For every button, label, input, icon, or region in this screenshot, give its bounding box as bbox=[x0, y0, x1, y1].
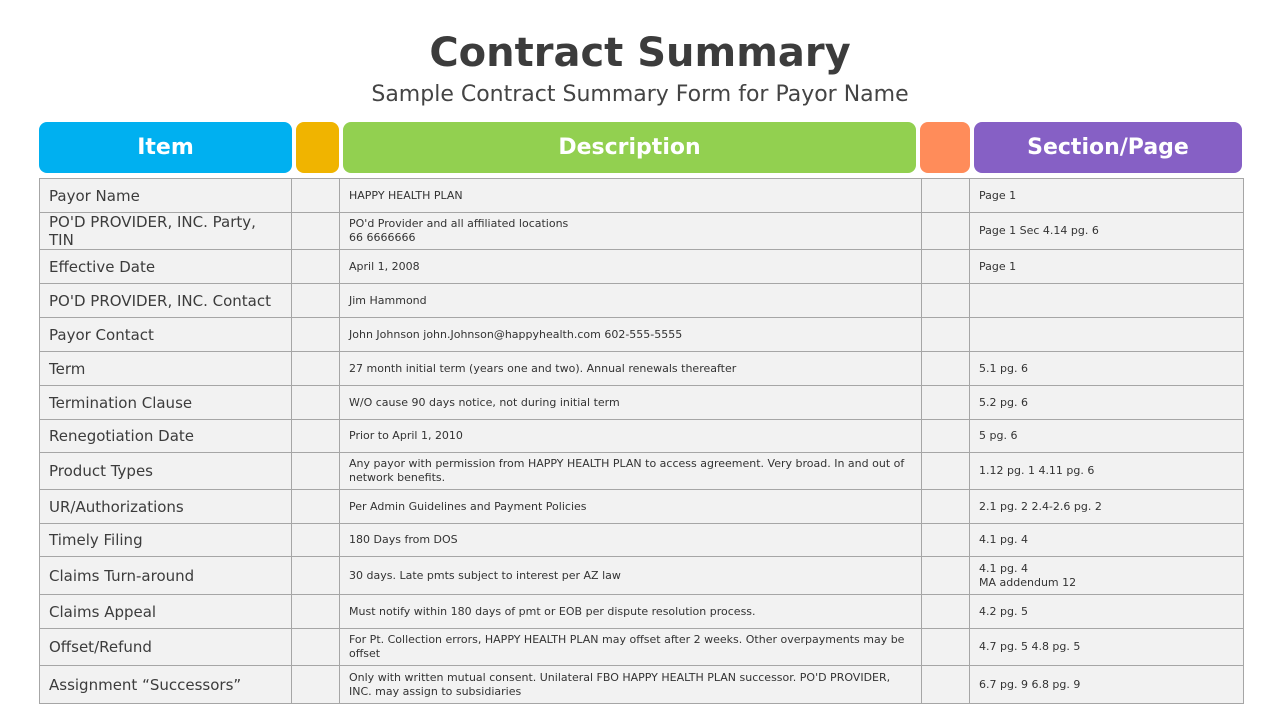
description-cell bbox=[340, 453, 922, 490]
table-row bbox=[40, 213, 1244, 250]
item-cell bbox=[40, 490, 292, 524]
spacer-cell bbox=[922, 179, 970, 213]
section-text: 5.1 pg. 6 bbox=[979, 361, 1028, 375]
description-text: Must notify within 180 days of pmt or EOB per dispute resolution process. bbox=[349, 604, 756, 618]
section-cell bbox=[970, 179, 1244, 213]
spacer-cell bbox=[292, 453, 340, 490]
table-row bbox=[40, 453, 1244, 490]
section-text: Page 1 bbox=[979, 188, 1017, 202]
item-label: Effective Date bbox=[49, 257, 156, 276]
spacer-cell bbox=[922, 352, 970, 386]
description-text: Jim Hammond bbox=[349, 293, 427, 307]
item-label: Term bbox=[49, 359, 86, 378]
description-text: HAPPY HEALTH PLAN bbox=[349, 188, 463, 202]
item-cell bbox=[40, 595, 292, 629]
table-row bbox=[40, 666, 1244, 704]
item-cell bbox=[40, 352, 292, 386]
table-row bbox=[40, 490, 1244, 524]
item-cell bbox=[40, 250, 292, 284]
description-text: John Johnson john.Johnson@happyhealth.com 602-555-5555 bbox=[349, 327, 683, 341]
description-cell bbox=[340, 557, 922, 595]
spacer-cell bbox=[922, 595, 970, 629]
spacer-cell bbox=[292, 352, 340, 386]
contract-table bbox=[39, 178, 1244, 704]
item-cell bbox=[40, 666, 292, 704]
description-cell bbox=[340, 250, 922, 284]
page-title: Contract Summary bbox=[429, 30, 851, 76]
description-cell bbox=[340, 284, 922, 318]
spacer-cell bbox=[292, 318, 340, 352]
spacer-cell bbox=[292, 179, 340, 213]
description-cell bbox=[340, 318, 922, 352]
spacer-cell bbox=[292, 490, 340, 524]
spacer-cell bbox=[922, 250, 970, 284]
spacer-cell bbox=[922, 420, 970, 453]
table-row bbox=[40, 557, 1244, 595]
section-text: 4.1 pg. 4 bbox=[979, 533, 1028, 546]
item-label: Timely Filing bbox=[49, 531, 143, 549]
section-text: 4.2 pg. 5 bbox=[979, 604, 1028, 618]
table-row bbox=[40, 250, 1244, 284]
header-spacer-orange bbox=[920, 122, 970, 173]
description-cell bbox=[340, 524, 922, 557]
section-text: 4.1 pg. 4 bbox=[979, 561, 1028, 575]
spacer-cell bbox=[922, 557, 970, 595]
spacer-cell bbox=[922, 490, 970, 524]
spacer-cell bbox=[292, 250, 340, 284]
section-text: 5.2 pg. 6 bbox=[979, 395, 1028, 409]
section-cell bbox=[970, 352, 1244, 386]
section-cell bbox=[970, 490, 1244, 524]
table-row bbox=[40, 524, 1244, 557]
spacer-cell bbox=[922, 318, 970, 352]
section-cell bbox=[970, 666, 1244, 704]
item-cell bbox=[40, 524, 292, 557]
header-description: Description bbox=[343, 122, 916, 173]
table-row bbox=[40, 284, 1244, 318]
section-text: 1.12 pg. 1 4.11 pg. 6 bbox=[979, 464, 1095, 477]
spacer-cell bbox=[922, 453, 970, 490]
section-text: 6.7 pg. 9 6.8 pg. 9 bbox=[979, 677, 1081, 691]
description-cell bbox=[340, 490, 922, 524]
item-label: Assignment “Successors” bbox=[49, 675, 242, 694]
section-cell bbox=[970, 318, 1244, 352]
description-cell bbox=[340, 386, 922, 420]
table-row bbox=[40, 386, 1244, 420]
section-text: 2.1 pg. 2 2.4-2.6 pg. 2 bbox=[979, 499, 1102, 513]
description-cell bbox=[340, 420, 922, 453]
section-cell bbox=[970, 524, 1244, 557]
section-cell bbox=[970, 420, 1244, 453]
item-cell bbox=[40, 213, 292, 250]
spacer-cell bbox=[922, 386, 970, 420]
description-text: 27 month initial term (years one and two). Annual renewals thereafter bbox=[349, 361, 737, 375]
description-text: W/O cause 90 days notice, not during initial term bbox=[349, 395, 620, 409]
description-cell bbox=[340, 629, 922, 666]
section-cell bbox=[970, 284, 1244, 318]
spacer-cell bbox=[292, 420, 340, 453]
spacer-cell bbox=[292, 557, 340, 595]
description-cell bbox=[340, 213, 922, 250]
description-text: PO'd Provider and all affiliated locations bbox=[349, 217, 569, 230]
description-text: Per Admin Guidelines and Payment Policies bbox=[349, 499, 587, 513]
item-cell bbox=[40, 453, 292, 490]
description-text: Any payor with permission from HAPPY HEALTH PLAN to access agreement. Very broad. In and out of network benefits. bbox=[349, 457, 905, 484]
table-row bbox=[40, 629, 1244, 666]
section-cell bbox=[970, 250, 1244, 284]
table-row bbox=[40, 318, 1244, 352]
description-text: 180 Days from DOS bbox=[349, 533, 458, 546]
description-text: April 1, 2008 bbox=[349, 259, 420, 273]
section-cell bbox=[970, 386, 1244, 420]
spacer-cell bbox=[292, 213, 340, 250]
item-label: Offset/Refund bbox=[49, 638, 152, 656]
spacer-cell bbox=[922, 666, 970, 704]
table-row bbox=[40, 352, 1244, 386]
spacer-cell bbox=[922, 524, 970, 557]
item-cell bbox=[40, 318, 292, 352]
description-cell bbox=[340, 352, 922, 386]
section-cell bbox=[970, 629, 1244, 666]
description-cell bbox=[340, 666, 922, 704]
page-subtitle: Sample Contract Summary Form for Payor Name bbox=[371, 82, 909, 107]
spacer-cell bbox=[292, 386, 340, 420]
item-label: Payor Name bbox=[49, 186, 140, 205]
description-text-line2: 66 6666666 bbox=[349, 231, 416, 244]
description-cell bbox=[340, 595, 922, 629]
header-spacer-yellow bbox=[296, 122, 339, 173]
item-cell bbox=[40, 386, 292, 420]
item-label: Renegotiation Date bbox=[49, 427, 195, 445]
spacer-cell bbox=[922, 629, 970, 666]
section-cell bbox=[970, 557, 1244, 595]
section-text: Page 1 bbox=[979, 259, 1017, 273]
spacer-cell bbox=[922, 284, 970, 318]
item-label: Claims Appeal bbox=[49, 602, 157, 621]
section-cell bbox=[970, 453, 1244, 490]
section-cell bbox=[970, 595, 1244, 629]
description-cell bbox=[340, 179, 922, 213]
item-label: PO'D PROVIDER, INC. Party, TIN bbox=[49, 213, 256, 249]
table-row bbox=[40, 595, 1244, 629]
spacer-cell bbox=[922, 213, 970, 250]
spacer-cell bbox=[292, 629, 340, 666]
header-section-page: Section/Page bbox=[974, 122, 1242, 173]
item-cell bbox=[40, 420, 292, 453]
item-cell bbox=[40, 179, 292, 213]
item-label: UR/Authorizations bbox=[49, 497, 184, 516]
table-row bbox=[40, 420, 1244, 453]
description-text: Only with written mutual consent. Unilateral FBO HAPPY HEALTH PLAN successor. PO'D PROVIDER, INC. may assign to subsidiaries bbox=[349, 670, 891, 698]
item-label: Termination Clause bbox=[49, 393, 193, 412]
section-text: 4.7 pg. 5 4.8 pg. 5 bbox=[979, 640, 1081, 653]
description-text: 30 days. Late pmts subject to interest per AZ law bbox=[349, 568, 621, 582]
item-cell bbox=[40, 284, 292, 318]
section-text: 5 pg. 6 bbox=[979, 429, 1018, 442]
description-text: For Pt. Collection errors, HAPPY HEALTH PLAN may offset after 2 weeks. Other overpayments may be offset bbox=[349, 633, 905, 660]
description-text: Prior to April 1, 2010 bbox=[349, 429, 463, 442]
header-item: Item bbox=[39, 122, 292, 173]
item-label: Payor Contact bbox=[49, 325, 154, 344]
spacer-cell bbox=[292, 595, 340, 629]
spacer-cell bbox=[292, 666, 340, 704]
section-text-line2: MA addendum 12 bbox=[979, 575, 1077, 589]
section-text: Page 1 Sec 4.14 pg. 6 bbox=[979, 224, 1099, 237]
item-label: Claims Turn-around bbox=[49, 566, 195, 585]
spacer-cell bbox=[292, 284, 340, 318]
section-cell bbox=[970, 213, 1244, 250]
item-cell bbox=[40, 557, 292, 595]
item-label: Product Types bbox=[49, 462, 153, 480]
table-row bbox=[40, 179, 1244, 213]
spacer-cell bbox=[292, 524, 340, 557]
item-label: PO'D PROVIDER, INC. Contact bbox=[49, 291, 271, 310]
item-cell bbox=[40, 629, 292, 666]
